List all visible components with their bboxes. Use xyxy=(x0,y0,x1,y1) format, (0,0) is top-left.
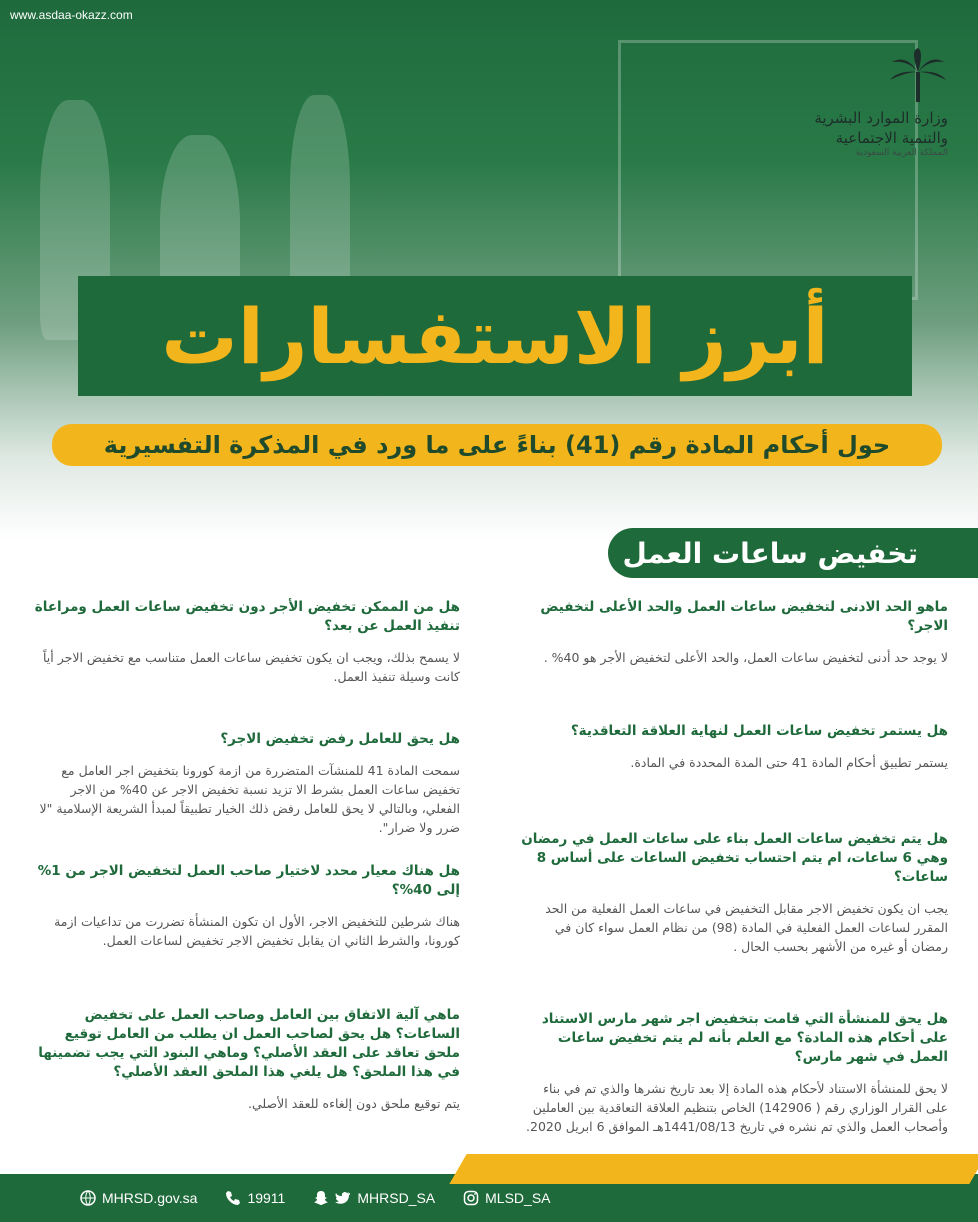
section-heading-tab xyxy=(608,528,978,578)
footer-contacts xyxy=(60,1174,978,1222)
social-text: MHRSD_SA xyxy=(357,1190,436,1206)
footer-bar xyxy=(0,1174,978,1222)
ministry-name-line2: والتنمية الاجتماعية xyxy=(835,129,948,147)
question: هل يحق للعامل رفض تخفيض الاجر؟ xyxy=(220,731,460,747)
qa-item xyxy=(30,598,460,686)
website-link[interactable] xyxy=(80,1190,197,1206)
question: ماهو الحد الادنى لتخفيض ساعات العمل والحد الأعلى لتخفيض الاجر؟ xyxy=(540,599,948,634)
question: هل يتم تخفيض ساعات العمل بناء على ساعات العمل في رمضان وهي 6 ساعات، ام يتم احتساب تخفيض الساعات على أساس 8 ساعات؟ xyxy=(521,831,948,885)
answer: يتم توقيع ملحق دون إلغاءه للعقد الأصلي. xyxy=(247,1096,460,1111)
answer: هناك شرطين للتخفيض الاجر، الأول ان تكون المنشأة تضررت من تداعيات ازمة كورونا، والشرط الثاني ان يقابل تخفيض الاجر تخفيض لساعات العمل. xyxy=(54,914,460,948)
twitter-icon xyxy=(335,1190,351,1206)
social-link[interactable] xyxy=(313,1190,435,1206)
snapchat-icon xyxy=(313,1190,329,1206)
instagram-text: MLSD_SA xyxy=(485,1190,551,1206)
qa-item xyxy=(518,598,948,667)
subtitle-banner xyxy=(52,424,942,466)
globe-icon xyxy=(80,1190,96,1206)
question: هل يحق للمنشأة التي قامت بتخفيض اجر شهر مارس الاستناد على أحكام هذه المادة؟ مع العلم بأنه لم يتم تخفيض ساعات العمل في شهر مارس؟ xyxy=(541,1011,948,1065)
answer: لا يوجد حد أدنى لتخفيض ساعات العمل، والحد الأعلى لتخفيض الأجر هو 40% . xyxy=(543,650,948,665)
ministry-country: المملكة العربية السعودية xyxy=(855,148,948,158)
website-text: MHRSD.gov.sa xyxy=(102,1190,198,1206)
page-title: أبرز الاستفسارات xyxy=(161,291,829,381)
question: هل هناك معيار محدد لاختيار صاحب العمل لتخفيض الاجر من 1% إلى 40%؟ xyxy=(37,863,460,898)
ministry-name-line1: وزارة الموارد البشرية xyxy=(814,109,948,127)
page-subtitle: حول أحكام المادة رقم (41) بناءً على ما ورد في المذكرة التفسيرية xyxy=(103,431,891,459)
watermark: www.asdaa-okazz.com xyxy=(10,8,133,22)
question: هل يستمر تخفيض ساعات العمل لنهاية العلاقة التعاقدية؟ xyxy=(570,723,948,739)
phone-icon xyxy=(225,1190,241,1206)
answer: لا يسمح بذلك، ويجب ان يكون تخفيض ساعات العمل متناسب مع تخفيض الاجر أياً كانت وسيلة تنفيذ العمل. xyxy=(42,650,460,684)
qa-item xyxy=(30,730,460,837)
palm-icon xyxy=(888,48,948,104)
qa-item xyxy=(518,830,948,956)
section-heading: تخفيض ساعات العمل xyxy=(622,536,918,570)
answer: يستمر تطبيق أحكام المادة 41 حتى المدة المحددة في المادة. xyxy=(630,755,948,770)
instagram-icon xyxy=(463,1190,479,1206)
answer: سمحت المادة 41 للمنشآت المتضررة من ازمة كورونا بتخفيض اجر العامل مع تخفيض ساعات العمل بشرط الا تزيد نسبة تخفيض الاجر عن 40% من الاجر الفعلي، وبالتالي لا يحق للعامل رفض ذلك الخيار تطبيقاً لمبدأ الشريعة الإسلامية "لا ضرر ولا ضرار". xyxy=(39,763,460,835)
phone-link[interactable] xyxy=(225,1190,285,1206)
question: ماهي آلية الاتفاق بين العامل وصاحب العمل على تخفيض الساعات؟ هل يحق لصاحب العمل ان يطلب من العامل توقيع ملحق تعاقد على العقد الأصلي؟ وماهي البنود التي يجب تضمينها في هذا الملحق؟ هل يلغي هذا الملحق العقد الأصلي؟ xyxy=(38,1007,460,1080)
qa-item xyxy=(30,862,460,950)
title-banner xyxy=(78,276,912,396)
qa-item xyxy=(518,1010,948,1136)
answer: يجب ان يكون تخفيض الاجر مقابل التخفيض في ساعات العمل الفعلية من الحد المقرر لساعات العمل الفعلية في المادة (98) من نظام العمل سواء كان في رمضان أو غيره من الأشهر بحسب الحال . xyxy=(545,901,948,954)
question: هل من الممكن تخفيض الأجر دون تخفيض ساعات العمل ومراعاة تنفيذ العمل عن بعد؟ xyxy=(34,599,460,634)
answer: لا يحق للمنشأة الاستناد لأحكام هذه المادة إلا بعد تاريخ نشرها والذي تم في بناء على القرار الوزاري رقم ( 142906) الخاص بتنظيم العلاقة التعاقدية بين العاملين وأصحاب العمل والذي تم نشره في تاريخ 1441/08/13هـ الموافق 6 ابريل 2020. xyxy=(526,1081,948,1134)
qa-item xyxy=(518,722,948,772)
phone-text: 19911 xyxy=(247,1190,286,1206)
instagram-link[interactable] xyxy=(463,1190,550,1206)
qa-item xyxy=(30,1006,460,1113)
ministry-logo xyxy=(708,48,948,158)
